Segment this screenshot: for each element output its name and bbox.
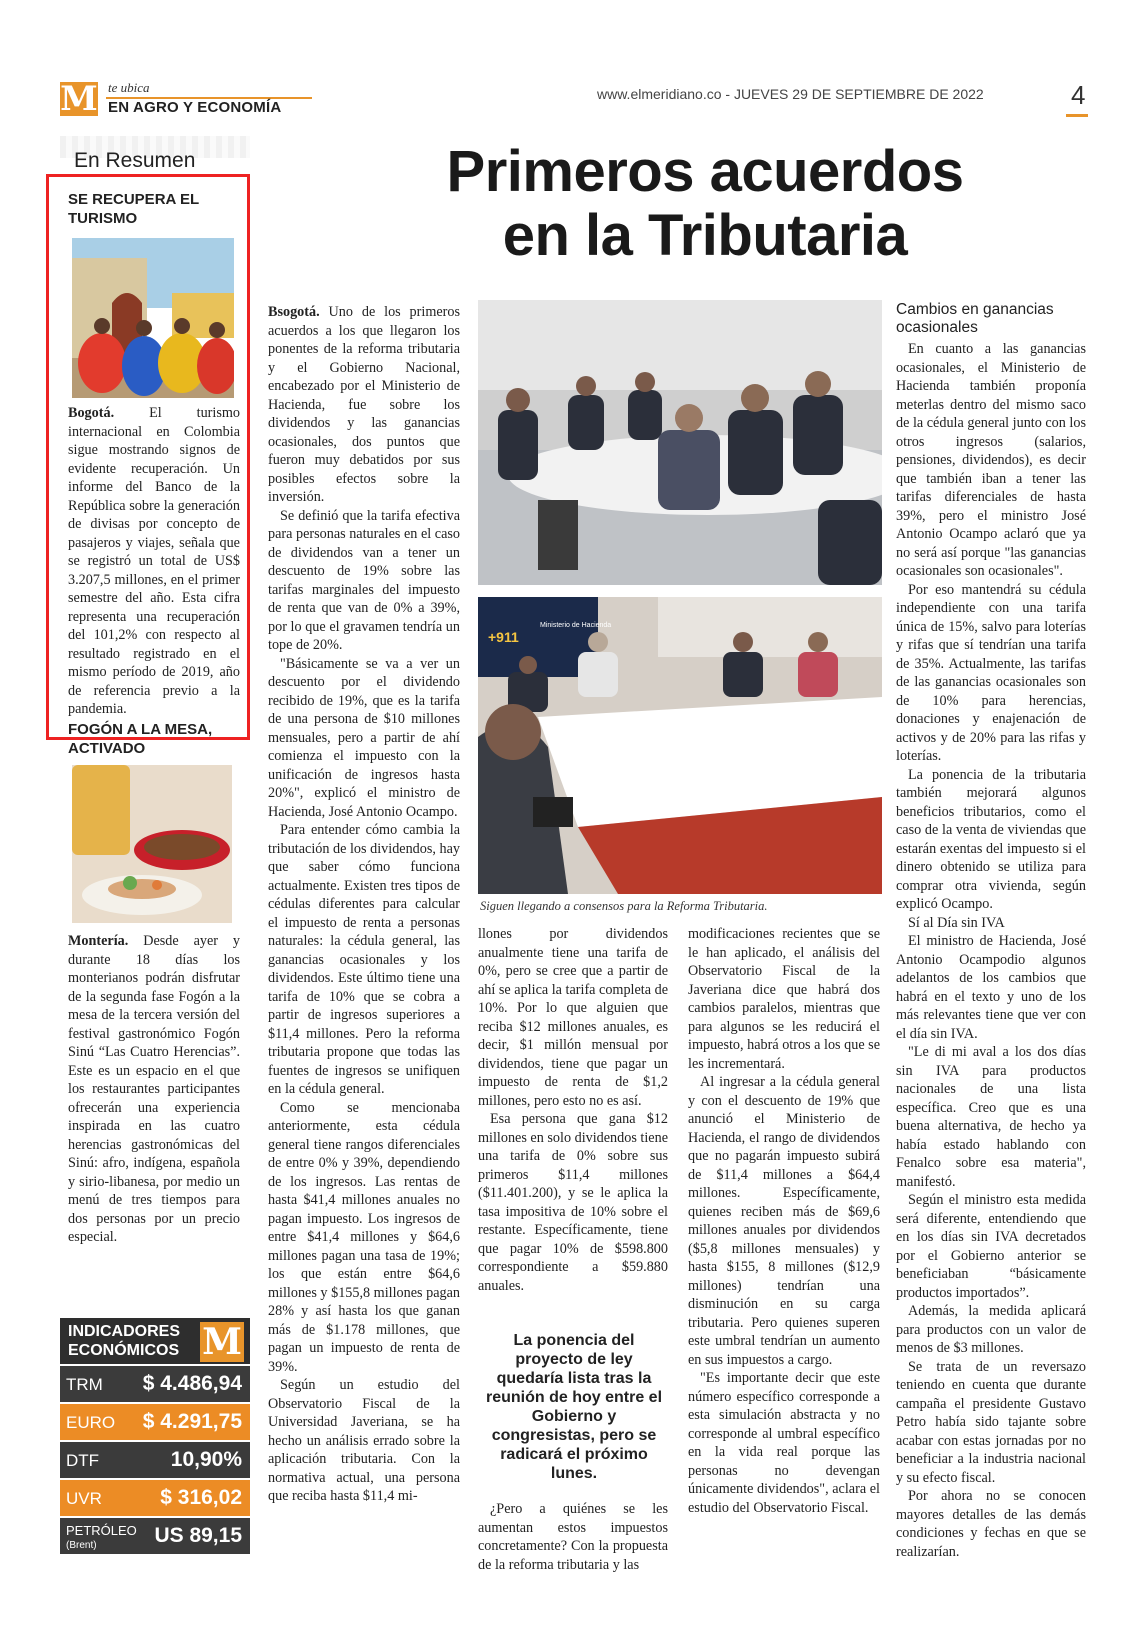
sidebar-heading: En Resumen	[74, 149, 196, 172]
indicator-value: $ 4.291,75	[142, 1410, 242, 1433]
indicator-row-trm	[60, 1366, 250, 1402]
indicator-label: EURO	[66, 1413, 116, 1432]
tourism-photo	[72, 238, 234, 398]
indicator-row-uvr	[60, 1480, 250, 1516]
article-column-3: modificaciones recientes que se le han aplicado, el análisis del Observatorio Fiscal de la Javeriana dice que habrá dos cambios paralelos, mientras que para algunos se les reducirá el impuesto, habrá otros a los que se les incrementará. Al ingresar a la cédula general y con el descuento de 19% que anunció el Ministerio de Hacienda, el rango de dividendos que no pagarán impuesto subirá de $11,4 millones a $64,4 millones. Específicamente, quienes reciben más de $69,6 millones anuales por dividendos ($5,8 millones mensuales) y hasta $155, 8 millones ($12,9 millones) tendrían una disminución en su carga tributaria. Pero quienes superen este umbral tendrían un aumento en sus impuestos a cargo. "Es importante decir que este número específico corresponde a esta simulación abstracta y no corresponde al umbral específico en la vida real porque las personas no devengan únicamente dividendos", aclara el estudio del Observatorio Fiscal.	[688, 926, 880, 1516]
indicator-value: 10,90%	[170, 1448, 242, 1471]
meeting-photo-bottom	[478, 597, 882, 894]
subhead-ganancias: Cambios en ganancias ocasionales	[896, 301, 1054, 336]
indicator-value: US 89,15	[154, 1524, 242, 1547]
article-column-2-end: ¿Pero a quiénes se les aumentan estos impuestos concretamente? Con la propuesta de la reforma tributaria y las	[478, 1501, 668, 1573]
newspaper-logo: M	[60, 79, 98, 119]
food-photo	[72, 765, 232, 923]
section-name: EN AGRO Y ECONOMÍA	[108, 99, 282, 116]
article-column-4: En cuanto a las ganancias ocasionales, el Ministerio de Hacienda también proponía meterlas dentro del mismo saco de la cédula general junto con los otros ingresos (salarios, pensiones, dividendos), es decir que también iban a tener las tarifas diferenciales de hasta 39%, pero el ministro José Antonio Ocampo aclaró que ya no será así porque "las ganancias ocasionales son ocasionales". Por eso mantendrá su cédula independiente con una tarifa única de 15%, salvo para loterías y rifas que sí tendrían una tarifa de 35%. Actualmente, las tarifas de las ganancias ocasionales son de 10% para herencias, donaciones y enajenación de activos y de 20% para las rifas y loterías. La ponencia de la tributaria también mejorará algunos beneficios tributarios, como el caso de la venta de viviendas que estarán exentas del impuesto si el dinero obtenido se utiliza para comprar otra vivienda, según explicó Ocampo. Sí al Día sin IVA El ministro de Hacienda, José Antonio Ocampodio algunos adelantos de los cambios que habrá en el texto y uno de los más relevantes tiene que ver con el día sin IVA. "Le di mi aval a los dos días sin IVA para productos nacionales de una lista específica. Creo que es una buena alternativa, de hecho ya había estado hablando con Fenalco sobre esa materia", manifestó. Según el ministro esta medida será diferente, entendiendo que en los días sin IVA decretados por el Gobierno anterior se beneficiaban “básicamente productos importados”. Además, la medida aplicará para productos con un valor de menos de $3 millones. Se trata de un reversazo teniendo en cuenta que durante campaña el presidente Gustavo Petro había sido tajante sobre acabar con estas jornadas por no beneficiar a la industria nacional y su efecto fiscal. Por ahora no se conocen mayores detalles de las demás condiciones y fechas en que se realizarían.	[896, 341, 1086, 1560]
brief-body-fogon: Montería. Desde ayer y durante 18 días los monterianos podrán disfrutar de la segunda fase Fogón a la mesa de la tercera versión del festival gastronómico Fogón Sinú “Las Cuatro Herencias”. Este es un espacio en el que los restaurantes participantes ofrecerán una experiencia inspirada en las cuatro herencias gastronómicas del Sinú: afro, indígena, española y sirio-libanesa, por medio un menú de tres tiempos para dos personas por un precio especial.	[68, 933, 240, 1245]
indicator-label: PETRÓLEO	[66, 1523, 137, 1538]
indicators-logo: M	[200, 1322, 244, 1362]
indicator-row-euro	[60, 1404, 250, 1440]
brief-body-turismo: Bogotá. El turismo internacional en Colombia sigue mostrando signos de evidente recuperación. Un informe del Banco de la República sobre la generación de divisas por concepto de pasajeros y viajes, señala que se registró un total de US$ 3.207,5 millones, en el primer semestre del año. Esta cifra representa una recuperación del 101,2% con respecto al resultado registrado en el mismo período de 2019, año de referencia previo a la pandemia.	[68, 405, 240, 717]
date-line: www.elmeridiano.co - JUEVES 29 DE SEPTIEMBRE DE 2022	[597, 86, 984, 102]
indicator-label: UVR	[66, 1489, 102, 1508]
section-tagline: te ubica	[108, 80, 150, 95]
indicator-label: DTF	[66, 1451, 100, 1470]
photo-caption: Siguen llegando a consensos para la Reforma Tributaria.	[480, 899, 768, 913]
headline: Primeros acuerdos en la Tributaria	[446, 139, 964, 268]
page-number: 4	[1071, 80, 1086, 110]
brief-title-turismo: SE RECUPERA EL TURISMO	[68, 191, 199, 227]
brief-title-fogon: FOGÓN A LA MESA, ACTIVADO	[68, 721, 213, 757]
indicator-sublabel: (Brent)	[66, 1540, 97, 1551]
article-column-2: llones por dividendos anualmente tiene una tarifa de 0%, pero se cree que a partir de ahí se aplica la tarifa completa de 10%. Por lo que alguien que reciba $12 millones anuales, es decir, $1 millón mensual por dividendos, tiene que pagar un impuesto de renta de $1,2 millones, pero esto no es así. Esa persona que gana $12 millones en solo dividendos tiene una tarifa de 0% sobre sus primeros $11,4 millones ($11.401.200), y se le aplica la tasa impositiva de 10% sobre el restante. Específicamente, tiene que pagar 10% de $598.800 correspondiente a $59.880 anuales.	[478, 926, 668, 1294]
indicator-label: TRM	[66, 1375, 103, 1394]
page-number-underline	[1066, 114, 1088, 117]
indicator-row-petroleo	[60, 1518, 250, 1554]
subhead-dia-sin-iva: Sí al Día sin IVA	[908, 914, 1005, 931]
svg-text:+911: +911	[488, 629, 519, 645]
pull-quote: La ponencia del proyecto de ley quedaría lista tras la reunión de hoy entre el Gobierno y congresistas, pero se radicará el próximo lunes.	[485, 1332, 663, 1482]
meeting-photo-top	[478, 300, 882, 585]
indicator-value: $ 316,02	[160, 1486, 242, 1509]
indicator-row-dtf	[60, 1442, 250, 1478]
article-column-1: Bsogotá. Uno de los primeros acuerdos a los que llegaron los ponentes de la reforma tributaria y el Gobierno Nacional, encabezado por el Ministerio de Hacienda, fue sobre los dividendos y las ganancias ocasionales, dos puntos que fueron muy debatidos por sus posibles efectos sobre la inversión. Se definió que la tarifa efectiva para personas naturales en el caso de dividendos van a tener un descuento de 19% sobre las tarifas marginales del impuesto de renta que van de 0% a 39%, por lo que el gravamen tendría un tope de 20%. "Básicamente se va a ver un descuento por el dividendo recibido de 19%, que es la tarifa de una persona de $10 millones mensuales, pero a partir de ahí comienza el impuesto con la unificación de ingresos hasta 20%", explicó el ministro de Hacienda, José Antonio Ocampo. Para entender cómo cambia la tributación de los dividendos, hay que saber cómo funciona actualmente. Existen tres tipos de cédulas diferentes para calcular el impuesto de renta a personas naturales: la cédula general, las ganancias ocasionales y los dividendos. Este último tiene una tarifa de 10% que se cobra a partir de ingresos superiores a $11,4 millones. Pero la reforma tributaria propone que todas las fuentes de ingresos se unifiquen en la cédula general. Como se mencionaba anteriormente, esta cédula general tiene rangos diferenciales de entre 0% y 39%, dependiendo de los ingresos. Las rentas de hasta $41,4 millones anuales no pagan impuesto. Los ingresos de entre $41,4 millones y $64,6 millones pagan una tasa de 19%; los que están entre $64,6 millones y $155,8 millones pagan 28% y así hasta los que ganan más de $1.178 millones, que pagan un impuesto de renta de 39%. Según un estudio del Observatorio Fiscal de la Universidad Javeriana, se ha hecho un análisis errado sobre la aplicación tributaria. Con la normativa actual, una persona que reciba hasta $11,4 mi-	[268, 304, 460, 1504]
indicators-title: INDICADORES ECONÓMICOS	[68, 1323, 181, 1359]
screen-text: Ministerio de Hacienda	[540, 622, 612, 629]
indicator-value: $ 4.486,94	[142, 1372, 242, 1395]
